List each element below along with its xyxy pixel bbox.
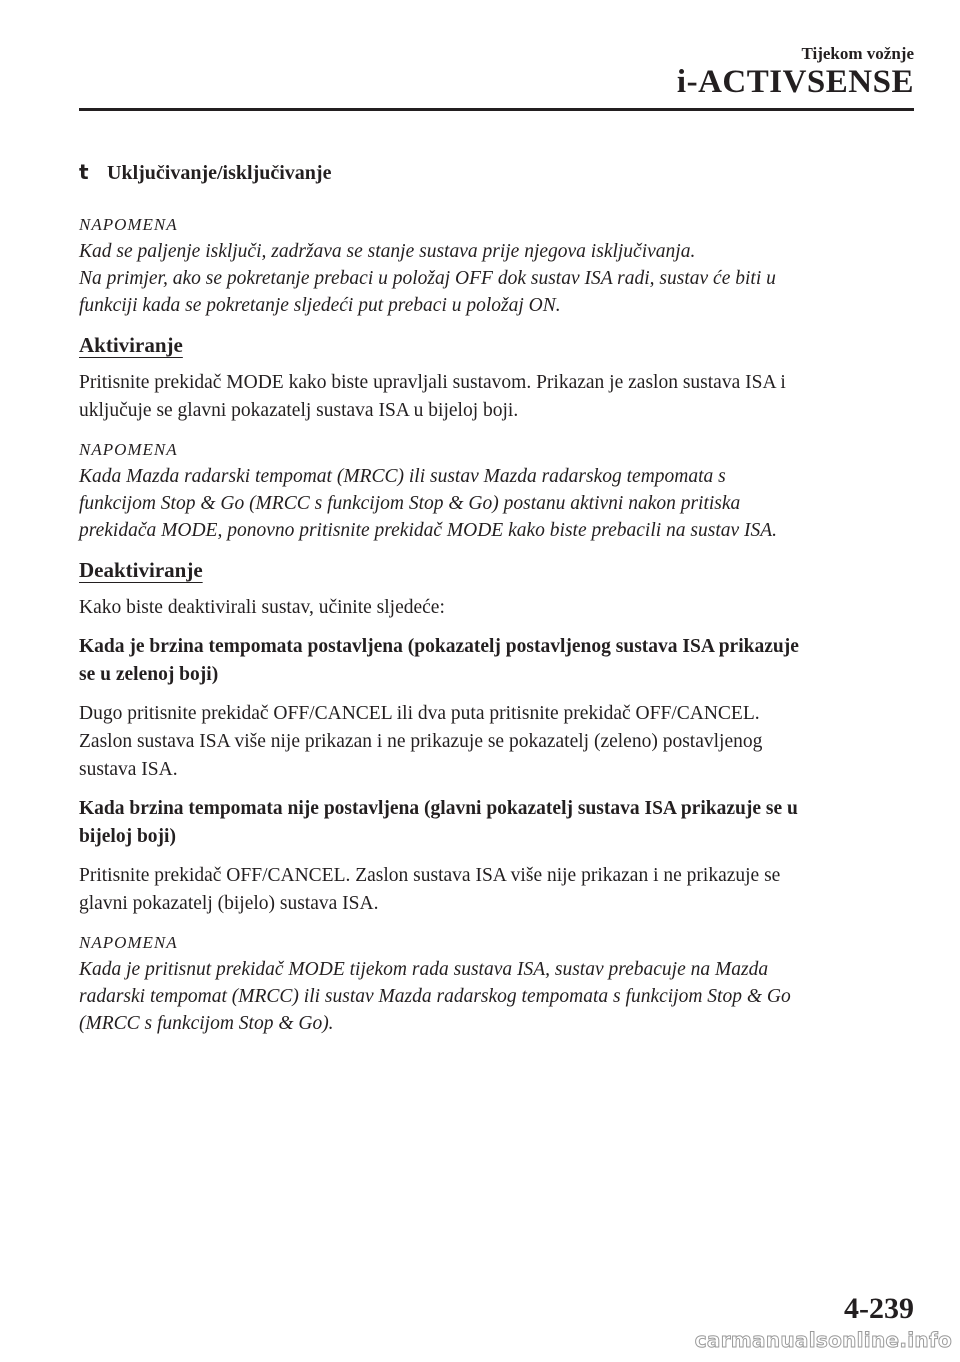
note-label: NAPOMENA (79, 933, 178, 952)
note-line: Na primjer, ako se pokretanje prebaci u položaj OFF dok sustav ISA radi, sustav će biti u (79, 268, 776, 289)
note-line: funkciji kada se pokretanje sljedeći put prebaci u položaj ON. (79, 295, 561, 316)
note-line: Kada Mazda radarski tempomat (MRCC) ili sustav Mazda radarskog tempomata s (79, 466, 726, 487)
note-line: radarski tempomat (MRCC) ili sustav Mazda radarskog tempomata s funkcijom Stop & Go (79, 986, 791, 1007)
heading-line: se u zelenoj boji) (79, 664, 219, 685)
paragraph-line: sustava ISA. (79, 759, 178, 780)
note-line: (MRCC s funkcijom Stop & Go). (79, 1013, 334, 1034)
note-block-3 (79, 929, 914, 1037)
note-line: funkcijom Stop & Go (MRCC s funkcijom Stop & Go) postanu aktivni nakon pritiska (79, 493, 741, 514)
watermark-logo: carmanualsonline.info (694, 1328, 952, 1352)
note-line: Kada je pritisnut prekidač MODE tijekom rada sustava ISA, sustav prebacuje na Mazda (79, 959, 769, 980)
heading-line: Kada je brzina tempomata postavljena (pokazatelj postavljenog sustava ISA prikazuje (79, 636, 799, 657)
section-bullet-icon: t (79, 160, 89, 184)
section-heading-text: Uključivanje/isključivanje (107, 162, 332, 184)
heading-line: Kada brzina tempomata nije postavljena (glavni pokazatelj sustava ISA prikazuje se u (79, 798, 798, 819)
paragraph-line: Pritisnite prekidač MODE kako biste upravljali sustavom. Prikazan je zaslon sustava ISA i (79, 372, 786, 393)
section-heading (79, 160, 914, 185)
heading-line: bijeloj boji) (79, 826, 176, 847)
deactivation-heading: Deaktiviranje (79, 558, 203, 582)
page-number: 4-239 (844, 1292, 914, 1325)
case1-paragraph (79, 700, 914, 784)
note-line: prekidača MODE, ponovno pritisnite prekidač MODE kako biste prebacili na sustav ISA. (79, 520, 778, 541)
paragraph-line: Zaslon sustava ISA više nije prikazan i ne prikazuje se pokazatelj (zeleno) postavljenog (79, 731, 763, 752)
paragraph-line: glavni pokazatelj (bijelo) sustava ISA. (79, 893, 379, 914)
activation-heading: Aktiviranje (79, 333, 183, 357)
case2-paragraph (79, 862, 914, 918)
page-content (79, 160, 914, 1051)
header-divider (79, 108, 914, 111)
case2-heading (79, 795, 914, 851)
note-block-1 (79, 211, 914, 319)
paragraph-line: Dugo pritisnite prekidač OFF/CANCEL ili dva puta pritisnite prekidač OFF/CANCEL. (79, 703, 760, 724)
note-label: NAPOMENA (79, 215, 178, 234)
deactivation-intro: Kako biste deaktivirali sustav, učinite sljedeće: (79, 597, 445, 618)
paragraph-line: Pritisnite prekidač OFF/CANCEL. Zaslon sustava ISA više nije prikazan i ne prikazuje se (79, 865, 781, 886)
section-title: i-ACTIVSENSE (676, 64, 914, 100)
activation-paragraph (79, 369, 914, 425)
paragraph-line: uključuje se glavni pokazatelj sustava ISA u bijeloj boji. (79, 400, 519, 421)
note-label: NAPOMENA (79, 440, 178, 459)
note-line: Kad se paljenje isključi, zadržava se stanje sustava prije njegova isključivanja. (79, 241, 696, 262)
case1-heading (79, 633, 914, 689)
chapter-title: Tijekom vožnje (801, 44, 914, 63)
note-block-2 (79, 436, 914, 544)
